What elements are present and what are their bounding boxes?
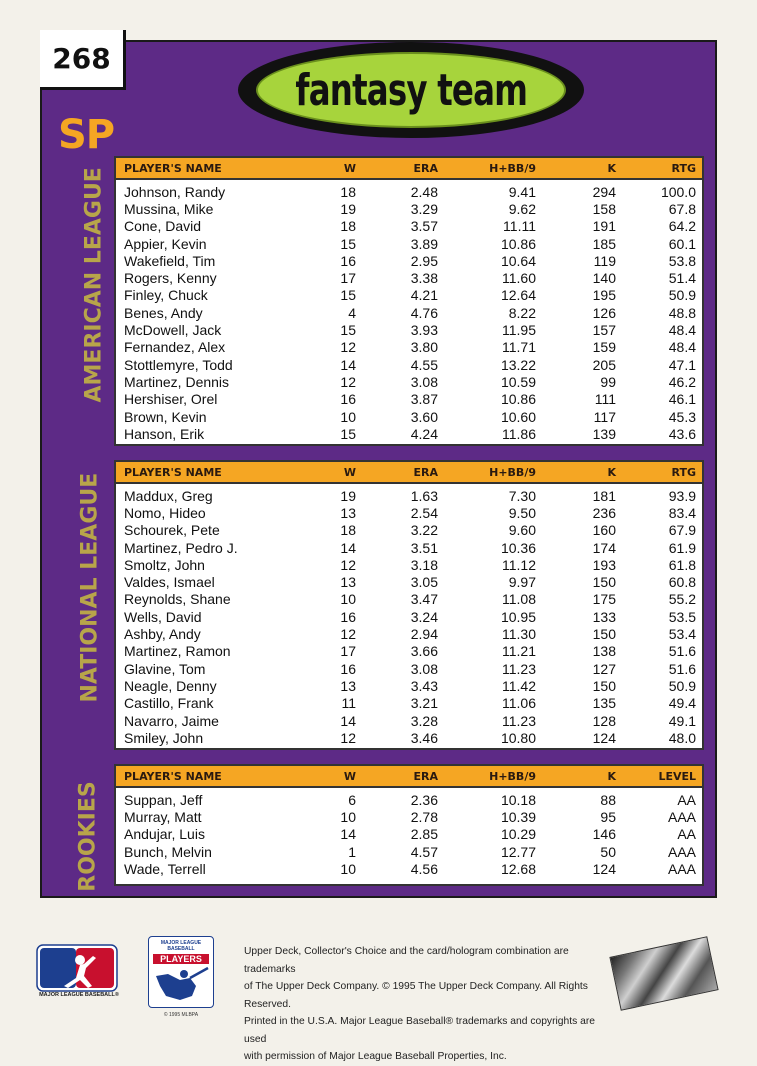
table-cell: Castillo, Frank xyxy=(124,695,214,712)
table-cell: 236 xyxy=(592,504,616,521)
table-cell: 11.06 xyxy=(502,695,536,712)
table-row xyxy=(116,356,702,373)
column-header: K xyxy=(607,769,616,783)
table-cell: 45.3 xyxy=(668,408,696,425)
table-cell: 51.6 xyxy=(668,643,696,660)
table-cell: 185 xyxy=(592,235,616,252)
table-cell: 146 xyxy=(592,826,616,843)
table-cell: Murray, Matt xyxy=(124,808,202,825)
column-header: W xyxy=(343,465,356,479)
fantasy-team-logo-text: fantasy team xyxy=(295,64,527,116)
table-cell: 3.47 xyxy=(410,591,438,608)
table-cell: 3.60 xyxy=(410,408,438,425)
table-cell: 15 xyxy=(340,425,356,442)
table-cell: AAA xyxy=(667,843,696,860)
table-cell: 12.68 xyxy=(500,860,536,877)
column-header: K xyxy=(607,465,616,479)
table-row xyxy=(116,522,702,539)
table-cell: 4.57 xyxy=(410,843,438,860)
table-cell: Glavine, Tom xyxy=(124,660,206,677)
table-row xyxy=(116,573,702,590)
column-header: LEVEL xyxy=(658,769,696,783)
table-cell: 205 xyxy=(592,356,616,373)
table-cell: 17 xyxy=(340,643,356,660)
table-cell: 4.55 xyxy=(410,356,438,373)
table-cell: Andujar, Luis xyxy=(124,826,205,843)
table-cell: 1.63 xyxy=(410,487,438,504)
mlb-logo xyxy=(36,944,118,992)
table-cell: 124 xyxy=(592,729,616,746)
table-cell: 67.8 xyxy=(668,200,696,217)
table-cell: Finley, Chuck xyxy=(124,287,208,304)
table-cell: 4.76 xyxy=(410,304,438,321)
table-row xyxy=(116,373,702,390)
batter-silhouette-icon xyxy=(150,966,212,1004)
table-cell: 15 xyxy=(340,235,356,252)
table-cell: 193 xyxy=(592,556,616,573)
table-cell: Appier, Kevin xyxy=(124,235,207,252)
mlb-caption: MAJOR LEAGUE BASEBALL® xyxy=(39,992,119,998)
table-cell: 3.46 xyxy=(410,729,438,746)
legal-text xyxy=(244,943,600,1066)
table-cell: Hanson, Erik xyxy=(124,425,205,442)
table-cell: 11.71 xyxy=(502,339,536,356)
column-header: H+BB/9 xyxy=(489,161,536,175)
mlbpa-logo xyxy=(148,936,214,1008)
table-cell: 160 xyxy=(592,522,616,539)
table-cell: 12.64 xyxy=(500,287,536,304)
table-cell: 10 xyxy=(340,808,356,825)
table-cell: Nomo, Hideo xyxy=(124,504,206,521)
table-cell: 16 xyxy=(340,608,356,625)
table-cell: 7.30 xyxy=(508,487,536,504)
table-cell: Stottlemyre, Todd xyxy=(124,356,233,373)
table-cell: 11.11 xyxy=(503,218,536,235)
table-cell: 2.54 xyxy=(410,504,438,521)
table-cell: 60.1 xyxy=(668,235,696,252)
table-cell: 14 xyxy=(340,712,356,729)
table-cell: 140 xyxy=(592,270,616,287)
table-cell: 11.86 xyxy=(502,425,536,442)
table-cell: 3.08 xyxy=(410,373,438,390)
table-cell: 3.28 xyxy=(410,712,438,729)
table-cell: 10.59 xyxy=(500,373,536,390)
table-row xyxy=(116,712,702,729)
table-cell: 4 xyxy=(348,304,356,321)
table-cell: 3.80 xyxy=(410,339,438,356)
table-cell: McDowell, Jack xyxy=(124,322,222,339)
table-header xyxy=(116,158,702,180)
table-cell: Johnson, Randy xyxy=(124,183,226,200)
table-cell: 12 xyxy=(340,339,356,356)
table-cell: 10.64 xyxy=(500,252,536,269)
mlbpa-top-text: MAJOR LEAGUE BASEBALL xyxy=(160,940,202,952)
table-cell: 195 xyxy=(592,287,616,304)
table-cell: Smoltz, John xyxy=(124,556,205,573)
table-cell: 95 xyxy=(600,808,616,825)
table-cell: 53.8 xyxy=(668,252,696,269)
legal-line: Printed in the U.S.A. Major League Baseball® trademarks and copyrights are used xyxy=(244,1016,595,1045)
column-header: ERA xyxy=(413,161,438,175)
table-row xyxy=(116,808,702,825)
table-cell: 3.29 xyxy=(410,200,438,217)
table-cell: 19 xyxy=(340,200,356,217)
table-cell: 138 xyxy=(592,643,616,660)
table-cell: Ashby, Andy xyxy=(124,626,201,643)
table-cell: 135 xyxy=(592,695,616,712)
table-cell: 2.95 xyxy=(410,252,438,269)
table-cell: 50 xyxy=(600,843,616,860)
table-cell: 12.77 xyxy=(500,843,536,860)
table-cell: 174 xyxy=(592,539,616,556)
table-cell: 2.94 xyxy=(410,626,438,643)
table-header xyxy=(116,462,702,484)
table-cell: 3.89 xyxy=(410,235,438,252)
table-row xyxy=(116,339,702,356)
national-league-label: NATIONAL LEAGUE xyxy=(77,472,103,703)
fantasy-team-logo xyxy=(256,52,566,128)
american-league-table xyxy=(114,156,704,446)
table-cell: 12 xyxy=(340,626,356,643)
table-cell: 10 xyxy=(340,408,356,425)
table-cell: 10.86 xyxy=(500,391,536,408)
table-cell: 93.9 xyxy=(668,487,696,504)
table-cell: 2.85 xyxy=(410,826,438,843)
hologram xyxy=(609,936,718,1011)
table-cell: 9.60 xyxy=(508,522,536,539)
legal-line: of The Upper Deck Company. © 1995 The Upper Deck Company. All Rights Reserved. xyxy=(244,981,588,1010)
table-row xyxy=(116,218,702,235)
table-cell: 10.60 xyxy=(500,408,536,425)
table-cell: 88 xyxy=(600,791,616,808)
table-cell: Fernandez, Alex xyxy=(124,339,226,356)
table-cell: 61.8 xyxy=(668,556,696,573)
table-cell: 14 xyxy=(340,356,356,373)
table-cell: 11.21 xyxy=(502,643,536,660)
table-cell: 3.43 xyxy=(410,677,438,694)
table-row xyxy=(116,408,702,425)
table-cell: 50.9 xyxy=(668,287,696,304)
table-cell: 48.8 xyxy=(668,304,696,321)
table-cell: 16 xyxy=(340,660,356,677)
table-cell: 12 xyxy=(340,729,356,746)
table-cell: 16 xyxy=(340,252,356,269)
table-cell: Reynolds, Shane xyxy=(124,591,231,608)
table-cell: 47.1 xyxy=(668,356,696,373)
table-cell: 50.9 xyxy=(668,677,696,694)
table-row xyxy=(116,826,702,843)
table-cell: AA xyxy=(677,791,696,808)
table-cell: AAA xyxy=(667,808,696,825)
table-cell: 11.23 xyxy=(502,712,536,729)
table-cell: 3.18 xyxy=(410,556,438,573)
table-cell: 4.56 xyxy=(410,860,438,877)
table-cell: 49.4 xyxy=(668,695,696,712)
table-cell: 48.0 xyxy=(668,729,696,746)
legal-line: with permission of Major League Baseball Properties, Inc. xyxy=(244,1051,507,1062)
table-row xyxy=(116,321,702,338)
table-cell: 61.9 xyxy=(668,539,696,556)
table-cell: 126 xyxy=(592,304,616,321)
table-cell: 100.0 xyxy=(660,183,696,200)
column-header: ERA xyxy=(413,465,438,479)
table-cell: 117 xyxy=(593,408,616,425)
table-cell: 128 xyxy=(592,712,616,729)
table-cell: 15 xyxy=(340,287,356,304)
table-row xyxy=(116,729,702,746)
table-cell: 9.97 xyxy=(508,574,536,591)
table-row xyxy=(116,677,702,694)
table-cell: AAA xyxy=(667,860,696,877)
table-cell: 1 xyxy=(348,843,356,860)
table-row xyxy=(116,504,702,521)
table-cell: 99 xyxy=(600,373,616,390)
table-cell: Brown, Kevin xyxy=(124,408,207,425)
table-cell: Cone, David xyxy=(124,218,202,235)
table-cell: 8.22 xyxy=(508,304,536,321)
table-cell: 9.50 xyxy=(508,504,536,521)
table-cell: 60.8 xyxy=(668,574,696,591)
table-cell: 11.23 xyxy=(502,660,536,677)
table-cell: 3.93 xyxy=(410,322,438,339)
table-row xyxy=(116,304,702,321)
table-row xyxy=(116,252,702,269)
table-cell: 124 xyxy=(592,860,616,877)
column-header: RTG xyxy=(671,465,696,479)
table-row xyxy=(116,843,702,860)
table-row xyxy=(116,425,702,442)
table-cell: 10.29 xyxy=(500,826,536,843)
table-cell: Wakefield, Tim xyxy=(124,252,216,269)
table-row xyxy=(116,200,702,217)
table-cell: 3.05 xyxy=(410,574,438,591)
table-cell: 150 xyxy=(592,677,616,694)
table-cell: Benes, Andy xyxy=(124,304,203,321)
table-row xyxy=(116,556,702,573)
table-cell: 51.6 xyxy=(668,660,696,677)
table-cell: 157 xyxy=(592,322,616,339)
table-cell: 2.36 xyxy=(410,791,438,808)
table-row xyxy=(116,860,702,877)
table-cell: Martinez, Dennis xyxy=(124,373,230,390)
table-cell: 13 xyxy=(340,677,356,694)
table-cell: 67.9 xyxy=(668,522,696,539)
table-cell: 6 xyxy=(348,791,356,808)
table-cell: 3.38 xyxy=(410,270,438,287)
table-cell: 16 xyxy=(340,391,356,408)
table-row xyxy=(116,539,702,556)
table-cell: 3.51 xyxy=(410,539,438,556)
table-cell: 53.5 xyxy=(668,608,696,625)
table-cell: 10 xyxy=(340,860,356,877)
column-header: H+BB/9 xyxy=(489,465,536,479)
table-cell: 14 xyxy=(340,539,356,556)
table-row xyxy=(116,791,702,808)
table-cell: 64.2 xyxy=(668,218,696,235)
table-cell: 111 xyxy=(594,391,616,408)
table-row xyxy=(116,591,702,608)
table-cell: 181 xyxy=(592,487,616,504)
table-cell: 43.6 xyxy=(668,425,696,442)
table-cell: 11.42 xyxy=(502,677,536,694)
table-cell: 10.36 xyxy=(500,539,536,556)
table-cell: 83.4 xyxy=(668,504,696,521)
table-cell: Bunch, Melvin xyxy=(124,843,212,860)
table-cell: 191 xyxy=(592,218,616,235)
table-cell: 49.1 xyxy=(668,712,696,729)
legal-line: Upper Deck, Collector's Choice and the card/hologram combination are trademarks xyxy=(244,946,569,975)
table-cell: 11.08 xyxy=(502,591,536,608)
table-cell: 13 xyxy=(340,574,356,591)
table-cell: 127 xyxy=(592,660,616,677)
table-cell: 13.22 xyxy=(500,356,536,373)
table-cell: 3.08 xyxy=(410,660,438,677)
table-cell: 9.62 xyxy=(508,200,536,217)
table-cell: 18 xyxy=(340,183,356,200)
table-cell: 15 xyxy=(340,322,356,339)
column-header: PLAYER'S NAME xyxy=(124,465,222,479)
table-cell: 133 xyxy=(592,608,616,625)
table-row xyxy=(116,391,702,408)
table-cell: 175 xyxy=(592,591,616,608)
table-row xyxy=(116,660,702,677)
position-label: SP xyxy=(58,112,115,158)
table-cell: 10.80 xyxy=(500,729,536,746)
table-cell: Hershiser, Orel xyxy=(124,391,218,408)
table-cell: 9.41 xyxy=(508,183,536,200)
table-cell: 17 xyxy=(340,270,356,287)
table-row xyxy=(116,643,702,660)
table-cell: 10 xyxy=(340,591,356,608)
table-cell: 150 xyxy=(592,626,616,643)
table-row xyxy=(116,183,702,200)
table-cell: Suppan, Jeff xyxy=(124,791,203,808)
column-header: K xyxy=(607,161,616,175)
table-row xyxy=(116,695,702,712)
national-league-table xyxy=(114,460,704,750)
table-cell: 13 xyxy=(340,504,356,521)
card-number: 268 xyxy=(40,30,126,90)
table-cell: 46.2 xyxy=(668,373,696,390)
column-header: PLAYER'S NAME xyxy=(124,161,222,175)
table-row xyxy=(116,269,702,286)
table-row xyxy=(116,608,702,625)
table-cell: 51.4 xyxy=(668,270,696,287)
table-cell: 4.21 xyxy=(410,287,438,304)
table-cell: Schourek, Pete xyxy=(124,522,220,539)
table-cell: Martinez, Pedro J. xyxy=(124,539,238,556)
table-cell: 14 xyxy=(340,826,356,843)
table-cell: 18 xyxy=(340,218,356,235)
table-cell: 11 xyxy=(341,695,356,712)
table-cell: 12 xyxy=(340,556,356,573)
table-cell: 159 xyxy=(592,339,616,356)
rookies-label: ROOKIES xyxy=(75,781,101,892)
table-cell: 158 xyxy=(592,200,616,217)
table-cell: Martinez, Ramon xyxy=(124,643,231,660)
table-cell: Navarro, Jaime xyxy=(124,712,219,729)
table-cell: 48.4 xyxy=(668,339,696,356)
table-cell: 10.39 xyxy=(500,808,536,825)
mlbpa-name: PLAYERS xyxy=(153,954,209,964)
table-cell: 3.66 xyxy=(410,643,438,660)
table-cell: 3.87 xyxy=(410,391,438,408)
american-league-label: AMERICAN LEAGUE xyxy=(81,167,107,403)
table-cell: 11.30 xyxy=(502,626,536,643)
table-cell: 119 xyxy=(593,252,616,269)
table-cell: 11.12 xyxy=(502,556,536,573)
table-cell: Smiley, John xyxy=(124,729,204,746)
table-cell: 3.24 xyxy=(410,608,438,625)
table-row xyxy=(116,625,702,642)
column-header: RTG xyxy=(671,161,696,175)
table-cell: 2.48 xyxy=(410,183,438,200)
table-cell: 18 xyxy=(340,522,356,539)
table-cell: 4.24 xyxy=(410,425,438,442)
table-cell: Neagle, Denny xyxy=(124,677,217,694)
column-header: W xyxy=(343,769,356,783)
table-cell: 46.1 xyxy=(668,391,696,408)
column-header: H+BB/9 xyxy=(489,769,536,783)
column-header: ERA xyxy=(413,769,438,783)
column-header: PLAYER'S NAME xyxy=(124,769,222,783)
table-cell: 3.22 xyxy=(410,522,438,539)
table-cell: Maddux, Greg xyxy=(124,487,213,504)
rookies-table xyxy=(114,764,704,886)
table-row xyxy=(116,487,702,504)
table-cell: 12 xyxy=(340,373,356,390)
table-cell: 139 xyxy=(592,425,616,442)
table-cell: 48.4 xyxy=(668,322,696,339)
table-cell: 150 xyxy=(592,574,616,591)
table-row xyxy=(116,235,702,252)
table-cell: Wells, David xyxy=(124,608,202,625)
table-cell: Rogers, Kenny xyxy=(124,270,217,287)
table-cell: Wade, Terrell xyxy=(124,860,206,877)
table-cell: 55.2 xyxy=(668,591,696,608)
table-cell: 3.21 xyxy=(410,695,438,712)
table-cell: Mussina, Mike xyxy=(124,200,214,217)
table-cell: 2.78 xyxy=(410,808,438,825)
table-cell: 10.18 xyxy=(500,791,536,808)
table-header xyxy=(116,766,702,788)
table-cell: Valdes, Ismael xyxy=(124,574,215,591)
table-cell: 294 xyxy=(592,183,616,200)
mlbpa-copyright: © 1995 MLBPA xyxy=(163,1012,199,1018)
table-cell: 10.86 xyxy=(500,235,536,252)
table-cell: 3.57 xyxy=(410,218,438,235)
table-cell: 11.95 xyxy=(502,322,536,339)
table-row xyxy=(116,287,702,304)
table-cell: 11.60 xyxy=(502,270,536,287)
table-cell: 19 xyxy=(340,487,356,504)
column-header: W xyxy=(343,161,356,175)
table-cell: 10.95 xyxy=(500,608,536,625)
table-cell: 53.4 xyxy=(668,626,696,643)
table-cell: AA xyxy=(677,826,696,843)
